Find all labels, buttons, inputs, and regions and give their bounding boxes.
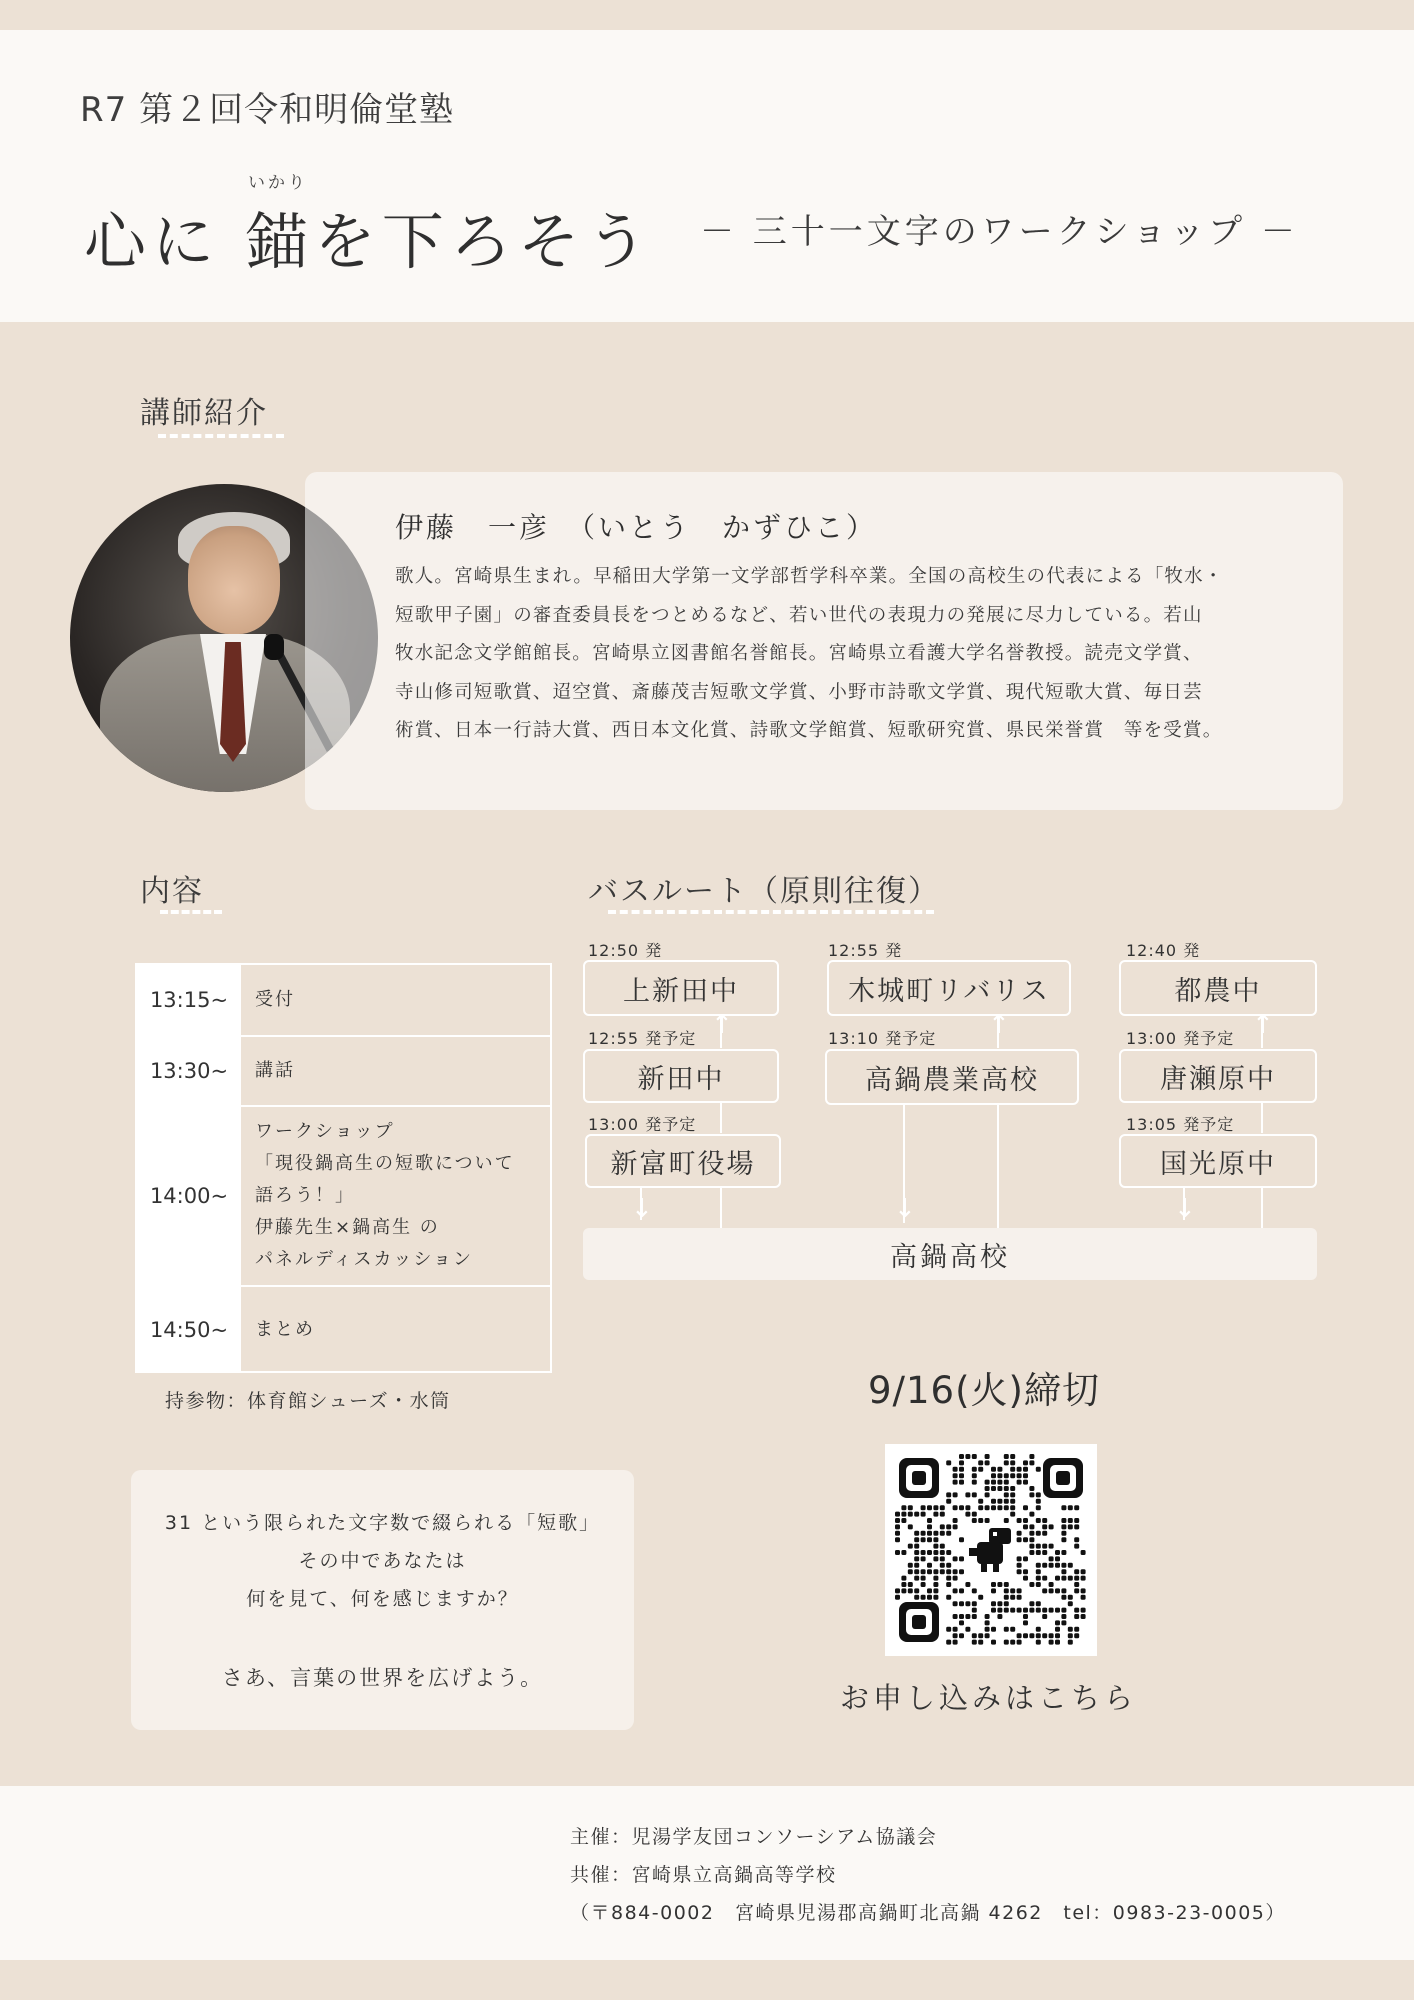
route-line [1261,1103,1263,1133]
qr-code-graphic [885,1444,1097,1656]
schedule-time: 14:50~ [137,1287,241,1373]
apply-link[interactable]: お申し込みはこちら [840,1681,1138,1715]
bus-time: 13:00 発予定 [588,1115,697,1134]
message-line: さあ、言葉の世界を広げよう。 [221,1666,544,1690]
footer-address: （〒884-0002 宮崎県児湯郡高鍋町北高鍋 4262 tel：0983-23-0005） [570,1902,1286,1924]
content-heading-underline [160,910,222,914]
message-line: 31 という限られた文字数で綴られる「短歌」 [164,1512,601,1534]
schedule-row [137,1107,552,1287]
qr-code-icon[interactable] [885,1444,1097,1656]
bus-time: 12:40 発 [1126,941,1201,960]
schedule-item: 講話 [255,1060,295,1081]
bio-line: 短歌甲子園」の審査委員長をつとめるなど、若い世代の表現力の発展に尽力している。若山 [395,604,1203,626]
route-line [997,1105,999,1228]
arrow-up-icon: ↑ [1252,1010,1274,1040]
schedule-time: 14:00~ [137,1107,241,1285]
route-line [720,1188,722,1228]
arrow-down-icon: ↓ [894,1194,916,1224]
bio-line: 歌人。宮崎県生まれ。早稲田大学第一文学部哲学科卒業。全国の高校生の代表による「牧水・ [395,566,1224,587]
title-ruby: いかり [248,173,308,193]
bus-stop: 国光原中 [1119,1134,1317,1188]
bus-destination: 高鍋高校 [583,1228,1317,1280]
schedule-row [137,1287,552,1373]
schedule-time: 13:30~ [137,1037,241,1105]
bus-stop: 木城町リバリス [827,960,1071,1016]
message-line: 何を見て、何を感じますか？ [246,1588,519,1610]
page-subtitle: － 三十一文字のワークショップ － [700,212,1299,252]
bus-stop: 都農中 [1119,960,1317,1016]
bus-time: 12:55 発予定 [588,1029,697,1048]
footer-cohost: 共催：宮崎県立高鍋高等学校 [570,1864,837,1886]
event-name: R7 第２回令和明倫堂塾 [80,90,455,130]
bus-heading-underline [608,910,934,914]
footer-host: 主催：児湯学友団コンソーシアム協議会 [570,1826,938,1848]
bus-stop: 高鍋農業高校 [825,1049,1079,1105]
page-title: 心に 錨を下ろそう [84,205,654,278]
instructor-name: 伊藤 一彦 （いとう かずひこ） [395,511,878,544]
instructor-bio [395,558,1305,751]
bus-time: 12:50 発 [588,941,663,960]
bus-time: 12:55 発 [828,941,903,960]
schedule-row [137,1037,552,1107]
bus-stop: 新富町役場 [585,1134,781,1188]
schedule-row [137,965,552,1037]
schedule-item: 伊藤先生×鍋高生 の [255,1217,440,1238]
arrow-down-icon: ↓ [1174,1194,1196,1224]
bus-stop: 唐瀬原中 [1119,1049,1317,1103]
schedule-item: ワークショップ [255,1121,395,1142]
bio-line: 術賞、日本一行詩大賞、西日本文化賞、詩歌文学館賞、短歌研究賞、県民栄誉賞 等を受賞。 [395,720,1223,741]
schedule-item: パネルディスカッション [255,1249,474,1270]
bus-time: 13:05 発予定 [1126,1115,1235,1134]
bus-stop: 新田中 [583,1049,779,1103]
message-line: その中であなたは [298,1550,467,1572]
deadline: 9/16(火)締切 [868,1369,1100,1412]
arrow-up-icon: ↑ [988,1010,1010,1040]
bus-time: 13:00 発予定 [1126,1029,1235,1048]
items-to-bring: 持参物：体育館シューズ・水筒 [165,1390,451,1412]
schedule-item: 「現役鍋高生の短歌について [255,1153,515,1174]
bus-heading: バスルート（原則往復） [588,874,940,909]
schedule-time: 13:15~ [137,965,241,1035]
route-line [1261,1188,1263,1228]
schedule-item: 受付 [255,989,295,1010]
bio-line: 寺山修司短歌賞、迢空賞、斎藤茂吉短歌文学賞、小野市詩歌文学賞、現代短歌大賞、毎日芸 [395,681,1203,703]
arrow-down-icon: ↓ [631,1194,653,1224]
content-heading: 内容 [140,874,204,909]
instructor-heading: 講師紹介 [140,396,268,431]
bus-time: 13:10 発予定 [828,1029,937,1048]
arrow-up-icon: ↑ [711,1010,733,1040]
route-line [720,1103,722,1133]
instructor-heading-underline [158,434,284,438]
schedule-item: まとめ [255,1319,315,1340]
bio-line: 牧水記念文学館館長。宮崎県立図書館名誉館長。宮崎県立看護大学名誉教授。読売文学賞、 [395,643,1203,664]
bus-stop: 上新田中 [583,960,779,1016]
schedule-table [135,963,552,1373]
schedule-item: 語ろう！」 [255,1185,355,1206]
